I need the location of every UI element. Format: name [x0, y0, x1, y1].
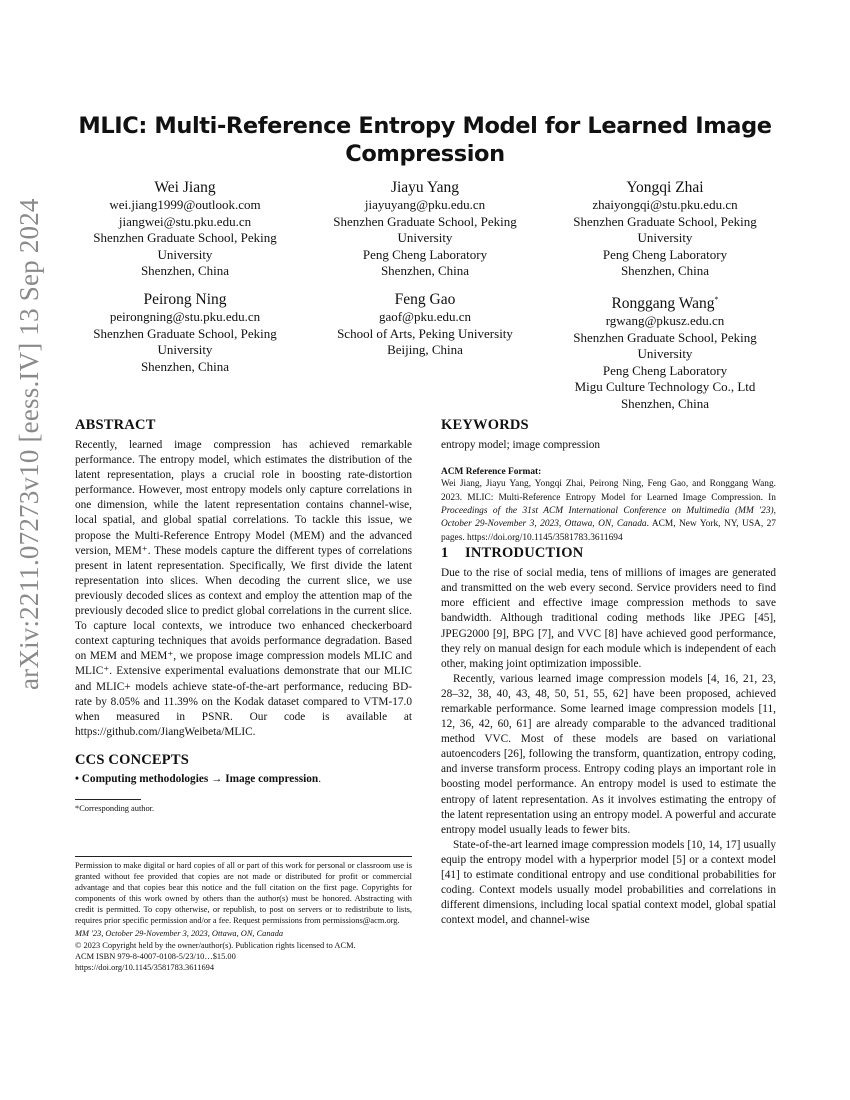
author-email: gaof@pku.edu.cn — [378, 309, 472, 324]
author-affiliation: University — [397, 230, 453, 245]
author-row-2 — [70, 290, 780, 412]
author-block — [310, 290, 540, 412]
corresponding-mark: * — [714, 295, 719, 304]
doi-link[interactable]: https://doi.org/10.1145/3581783.3611694 — [75, 963, 215, 972]
author-location: Beijing, China — [387, 342, 463, 357]
author-affiliation: University — [637, 230, 693, 245]
author-name: Feng Gao — [394, 291, 456, 308]
ccs-concept-text: • Computing methodologies → Image compression — [75, 772, 319, 785]
copyright-notice: © 2023 Copyright held by the owner/author(s). Publication rights licensed to ACM. — [75, 941, 356, 950]
author-email: rgwang@pkusz.edu.cn — [605, 313, 725, 329]
author-email: zhaiyongqi@stu.pku.edu.cn — [592, 197, 738, 212]
isbn: ACM ISBN 979-8-4007-0108-5/23/10…$15.00 — [75, 952, 236, 961]
author-block — [70, 178, 300, 280]
author-affiliation: Shenzhen Graduate School, Peking — [573, 329, 757, 345]
author-name: Yongqi Zhai — [626, 179, 704, 196]
permission-text: Permission to make digital or hard copies of all or part of this work for personal or classroom use is granted without fee provided that copies are not made or distributed for profit or commercial advantage and that copies bear this notice and the full citation on the first page. Copyrights for components of this work owned by others than the author(s) must be honored. Abstracting with credit is permitted. To copy otherwise, or republish, to post on servers or to redistribute to lists, requires prior specific permission and/or a fee. Request permissions from permissions@acm.org. — [75, 861, 412, 925]
author-affiliation: Shenzhen Graduate School, Peking — [93, 325, 277, 341]
intro-paragraph: Recently, various learned image compression models [4, 16, 21, 23, 28–32, 38, 40, 43, 48, 50, 51, 55, 62] have been proposed, achieved remarkable performance. Some learned image compression models [11, 12, 36, 42, 60, 61] are already comparable to the advanced traditional method VVC. Most of these models are based on variational autoencoders [26], following the transform, quantization, entropy coding, and inverse transform process. Entropy coding plays an important role in boosting model performance. An entropy model is used to estimate the entropy of latent representation. As it involves estimating the entropy of the latent representation using an entropy model. A powerful and accurate entropy model usually leads to fewer bits. — [441, 672, 776, 836]
author-name-text: Ronggang Wang — [611, 295, 715, 313]
author-affiliation: School of Arts, Peking University — [337, 325, 513, 341]
ccs-concept-tail: . — [318, 772, 322, 785]
ccs-heading: CCS CONCEPTS — [75, 751, 189, 768]
author-email: jiayuyang@pku.edu.cn — [364, 197, 486, 212]
ccs-concept-item — [75, 773, 412, 785]
author-name: Peirong Ning — [143, 291, 227, 308]
author-affiliation: Shenzhen Graduate School, Peking — [333, 213, 517, 229]
author-block — [310, 178, 540, 280]
author-affiliation: University — [157, 342, 213, 357]
abstract-heading: ABSTRACT — [75, 417, 156, 433]
author-block — [70, 290, 300, 412]
paper-title: MLIC: Multi-Reference Entropy Model for Learned Image Compression — [78, 113, 772, 167]
introduction-heading — [441, 545, 776, 562]
section-number: 1 — [441, 545, 449, 562]
conference-venue: MM '23, October 29-November 3, 2023, Ottawa, ON, Canada — [75, 929, 284, 938]
author-email: peirongning@stu.pku.edu.cn — [109, 309, 261, 324]
author-affiliation: University — [637, 346, 693, 362]
author-affiliation: Peng Cheng Laboratory — [362, 246, 488, 262]
author-name: Jiayu Yang — [390, 179, 460, 196]
author-location: Shenzhen, China — [620, 395, 710, 411]
author-affiliation: Peng Cheng Laboratory — [602, 362, 728, 378]
author-location: Shenzhen, China — [380, 263, 470, 278]
author-affiliation: Migu Culture Technology Co., Ltd — [574, 379, 756, 395]
acm-reference-suffix: . ACM, New York, NY, USA, 27 pages. https://doi.org/10.1145/3581783.3611694 — [441, 519, 776, 543]
footnote-corresponding-author: *Corresponding author. — [75, 803, 155, 813]
acm-reference-prefix: Wei Jiang, Jiayu Yang, Yongqi Zhai, Peirong Ning, Feng Gao, and Ronggang Wang. 2023. MLIC: Multi-Reference Entropy Model for Learned Image Compression. In — [441, 479, 776, 503]
author-email: jiangwei@stu.pku.edu.cn — [118, 213, 252, 229]
intro-paragraph: Due to the rise of social media, tens of millions of images are generated and transmitted on the web every second. Service providers need to find more efficient and effective image compression methods to save bandwidth. Although traditional coding methods like JPEG [45], JPEG2000 [9], BPG [7], and VVC [8] have achieved good performance, they rely on manual design for each module which is independent of each other, making joint optimization impossible. — [441, 567, 776, 670]
author-name — [550, 290, 780, 313]
author-location: Shenzhen, China — [620, 263, 710, 278]
keywords-heading: KEYWORDS — [441, 417, 529, 433]
author-location: Shenzhen, China — [140, 358, 230, 374]
footnote-rule — [75, 799, 141, 800]
intro-paragraph: State-of-the-art learned image compression models [10, 14, 17] usually equip the entropy model with a hyperprior model [5] or a context model [41] to estimate conditional entropy and use conditional probabilities for coding. Context models usually model probabilities and correlations in different dimensions, including local spatial context model, global spatial context model, and channel-wise — [441, 838, 776, 927]
author-name: Wei Jiang — [154, 179, 216, 196]
right-column — [441, 417, 776, 928]
acm-reference-proceedings: Proceedings of the 31st ACM International Conference on Multimedia (MM '23), October 29-November 3, 2023, Ottawa, ON, Canada — [441, 505, 776, 530]
author-email: wei.jiang1999@outlook.com — [109, 197, 261, 212]
arxiv-stamp: arXiv:2211.07273v10 [eess.IV] 13 Sep 2024 — [14, 198, 44, 690]
author-affiliation: Shenzhen Graduate School, Peking — [93, 230, 277, 245]
permission-block — [75, 856, 412, 973]
author-block — [550, 178, 780, 280]
left-column — [75, 417, 412, 813]
author-affiliation: Shenzhen Graduate School, Peking — [573, 213, 757, 229]
abstract-text: Recently, learned image compression has achieved remarkable performance. The entropy model, which estimates the distribution of the latent representation, plays a crucial role in boosting rate-distortion performance. However, most entropy models only capture correlations in one dimension, while the latent representation contains channel-wise, local spatial, and global spatial correlations. To tackle this issue, we propose the Multi-Reference Entropy Model (MEM) and the advanced version, MEM⁺. These models capture the different types of correlations present in latent representation. Specifically, We first divide the latent representation into slices. When decoding the current slice, we use previously decoded slices as context and employ the attention map of the previously decoded slice to predict global correlations in the current slice. To capture local contexts, we introduce two enhanced checkerboard context capturing techniques that avoids performance degradation. Based on MEM and MEM⁺, we propose image compression models MLIC and MLIC⁺. Extensive experimental evaluations demonstrate that our MLIC and MLIC+ models achieve state-of-the-art performance, reducing BD-rate by 8.05% and 11.39% on the Kodak dataset compared to VTM-17.0 when measured in PSNR. Our code is available at https://github.com/JiangWeibeta/MLIC. — [75, 439, 412, 738]
author-location: Shenzhen, China — [140, 263, 230, 278]
author-affiliation: University — [157, 246, 213, 262]
author-affiliation: Peng Cheng Laboratory — [602, 246, 728, 262]
author-row-1 — [70, 178, 780, 280]
section-title: INTRODUCTION — [465, 545, 584, 562]
acm-reference-text — [441, 478, 776, 545]
keywords-text: entropy model; image compression — [441, 439, 601, 451]
acm-reference-heading: ACM Reference Format: — [441, 467, 542, 478]
author-block — [550, 290, 780, 412]
